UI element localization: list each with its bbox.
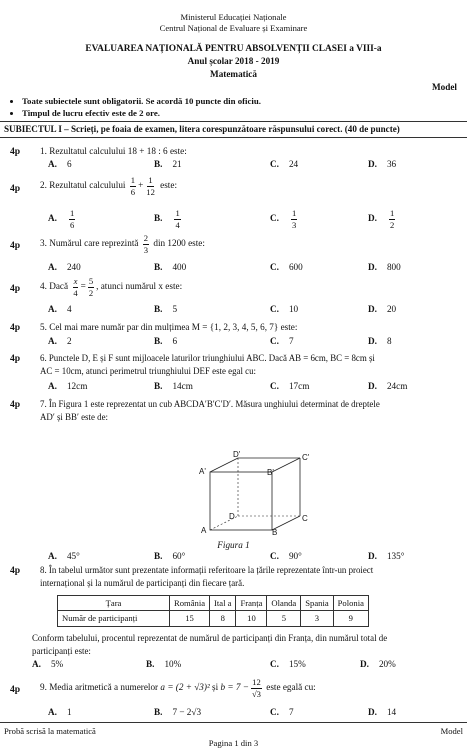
question-8-line2: internațional și la numărul de participanți din fiecare țară.	[40, 578, 245, 588]
page-number: Pagina 1 din 3	[208, 738, 259, 748]
section-divider-bottom	[0, 137, 467, 138]
option-b: 60°	[172, 551, 186, 561]
points-q7: 4p	[10, 399, 21, 410]
option-c: 7	[288, 336, 294, 346]
vertex-a-prime: A'	[199, 467, 206, 476]
options-q5: A. 2 B. 6 C. 7 D. 8	[48, 336, 392, 346]
model-label: Model	[431, 82, 457, 92]
table-cell: Spania	[301, 596, 333, 611]
table-cell: Polonia	[333, 596, 368, 611]
option-d: 24cm	[386, 381, 408, 391]
option-a: 1	[66, 707, 72, 717]
option-d: 36	[386, 159, 397, 169]
section-divider-top	[0, 121, 467, 122]
points-q6: 4p	[10, 353, 21, 364]
option-c: 24	[288, 159, 299, 169]
instructions-list	[22, 96, 261, 119]
points-q4: 4p	[10, 283, 21, 294]
options-q4: A. 4 B. 5 C. 10 D. 20	[48, 304, 397, 314]
question-9: 9. Media aritmetică a numerelor a = (2 + √3)² și b = 7 − $\frac{12}{√3}$ este egală cu:	[40, 677, 316, 699]
option-b: 21	[172, 159, 182, 169]
table-cell: 5	[267, 611, 301, 626]
table-cell: 10	[236, 611, 267, 626]
option-b: 14cm	[172, 381, 193, 391]
option-b: 5	[172, 304, 178, 314]
option-b: 6	[172, 336, 178, 346]
table-cell: Ital a	[210, 596, 236, 611]
table-header-row	[58, 596, 369, 611]
option-a: 240	[66, 262, 81, 272]
instruction-item: • Toate subiectele sunt obligatorii. Se acordă 10 puncte din oficiu.	[22, 96, 261, 107]
option-c: 17cm	[288, 381, 310, 391]
option-d: $\frac{1}{2}$	[389, 208, 395, 230]
table-cell: Țara	[58, 596, 170, 611]
option-c: 10	[288, 304, 299, 314]
points-q9: 4p	[10, 684, 21, 695]
options-q3: A. 240 B. 400 C. 600 D. 800	[48, 262, 401, 272]
points-q8: 4p	[10, 565, 21, 576]
points-q5: 4p	[10, 322, 21, 333]
question-8-line1: 8. În tabelul următor sunt prezentate informații referitoare la țările reprezentate într-un proiect	[40, 565, 374, 575]
question-6-line2: AC = 10cm, atunci perimetrul triunghiului DEF este egal cu:	[40, 366, 256, 376]
question-8-line4: participanți este:	[32, 646, 91, 656]
vertex-a: A	[201, 526, 207, 535]
question-6-line1: 6. Punctele D, E și F sunt mijloacele laturilor triunghiului ABC. Dacă AB = 6cm, BC = 8cm și	[40, 353, 375, 363]
options-q6: A. 12cm B. 14cm C. 17cm D. 24cm	[48, 381, 408, 391]
option-a: 45°	[66, 551, 80, 561]
question-7-line1: 7. În Figura 1 este reprezentat un cub ABCDA′B′C′D′. Măsura unghiului determinat de dreptele	[40, 399, 380, 409]
vertex-c-prime: C'	[302, 453, 310, 462]
option-a: $\frac{1}{6}$	[69, 208, 75, 230]
option-c: 15%	[288, 659, 306, 669]
option-d: 14	[386, 707, 397, 717]
option-a: 4	[66, 304, 72, 314]
option-b: 10%	[164, 659, 182, 669]
option-d: 20%	[378, 659, 396, 669]
option-c: 7	[288, 707, 294, 717]
vertex-d-prime: D'	[233, 450, 241, 459]
option-c: $\frac{1}{3}$	[291, 208, 297, 230]
question-7-line2: AD′ și BB′ este de:	[40, 412, 108, 422]
vertex-b-prime: B'	[267, 468, 274, 477]
table-cell: 9	[333, 611, 368, 626]
option-c: 600	[288, 262, 303, 272]
options-q7: A. 45° B. 60° C. 90° D. 135°	[48, 551, 405, 561]
vertex-b: B	[272, 528, 278, 537]
footer-left: Probă scrisă la matematică	[4, 726, 96, 736]
footer-divider	[0, 722, 467, 723]
table-cell: România	[170, 596, 210, 611]
table-cell: 8	[210, 611, 236, 626]
footer-right: Model	[440, 726, 463, 736]
center-name: Centrul Național de Evaluare și Examinare	[159, 23, 308, 33]
points-q2: 4p	[10, 183, 21, 194]
cube-figure	[196, 452, 316, 536]
vertex-d: D	[229, 512, 235, 521]
options-q9: A. 1 B. 7 − 2√3 C. 7 D. 14	[48, 707, 397, 717]
table-cell: Franța	[236, 596, 267, 611]
option-d: 135°	[386, 551, 405, 561]
question-8-line3: Conform tabelului, procentul reprezentat de numărul de participanți din Franța, din numărul total de	[32, 633, 388, 643]
section-heading: SUBIECTUL I – Scrieți, pe foaia de examen, litera corespunzătoare răspunsului corect. (40 de puncte)	[4, 124, 400, 134]
option-b: 7 − 2√3	[172, 707, 202, 717]
question-5: 5. Cel mai mare număr par din mulțimea M = {1, 2, 3, 4, 5, 6, 7} este:	[40, 322, 298, 332]
question-4: 4. Dacă $\frac{x}{4}$ = $\frac{5}{2}$ , atunci numărul x este:	[40, 276, 183, 298]
points-q3: 4p	[10, 240, 21, 251]
instruction-item: • Timpul de lucru efectiv este de 2 ore.	[22, 108, 261, 119]
participants-table	[57, 595, 369, 627]
school-year: Anul școlar 2018 - 2019	[187, 56, 280, 66]
option-d: 800	[386, 262, 401, 272]
exam-title: EVALUAREA NAȚIONALĂ PENTRU ABSOLVENȚII CLASEI a VIII-a	[85, 44, 382, 54]
table-cell: Număr de participanți	[58, 611, 170, 626]
options-q8: A. 5% B. 10% C. 15% D. 20%	[32, 659, 396, 669]
table-row	[58, 611, 369, 626]
option-a: 2	[66, 336, 72, 346]
question-3: 3. Numărul care reprezintă $\frac{2}{3}$ din 1200 este:	[40, 233, 205, 255]
option-b: $\frac{1}{4}$	[175, 208, 180, 230]
ministry-name: Ministerul Educației Naționale	[180, 12, 287, 22]
options-q1: A. 6 B. 21 C. 24 D. 36	[48, 159, 397, 169]
points-q1: 4p	[10, 146, 21, 157]
option-d: 20	[386, 304, 397, 314]
question-2: 2. Rezultatul calculului $\frac{1}{6}$ + $\frac{1}{12}$ este:	[40, 175, 177, 197]
table-cell: Olanda	[267, 596, 301, 611]
question-1: 1. Rezultatul calculului 18 + 18 : 6 este:	[40, 146, 187, 156]
table-cell: 15	[170, 611, 210, 626]
options-q2: A. $\frac{1}{6}$ B. $\frac{1}{4}$ C. $\frac{1}{3}$ D. $\frac{1}{2}$	[48, 208, 395, 230]
option-c: 90°	[288, 551, 302, 561]
option-a: 5%	[50, 659, 64, 669]
figure-caption: Figura 1	[217, 540, 250, 550]
option-a: 12cm	[66, 381, 88, 391]
option-a: 6	[66, 159, 72, 169]
subject-title: Matematică	[210, 69, 257, 79]
vertex-c: C	[302, 514, 308, 523]
option-b: 400	[172, 262, 187, 272]
table-cell: 3	[301, 611, 333, 626]
option-d: 8	[386, 336, 392, 346]
